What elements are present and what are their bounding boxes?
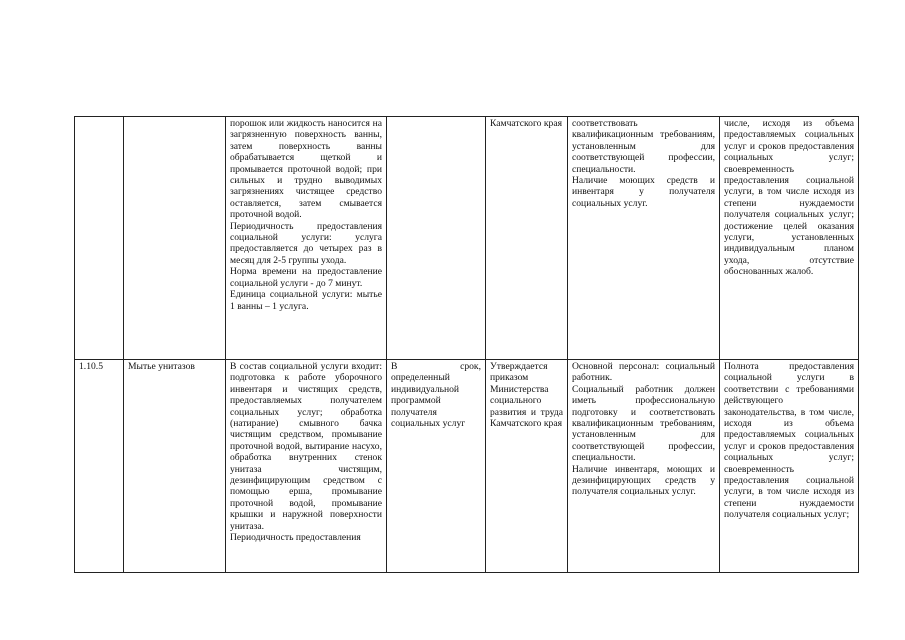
cell-service-content: В состав социальной услуги входит: подготовка к работе уборочного инвентаря и чистящих средств, предоставляемых получателем социальных услуг; обработка (натирание) смывного бачка чистящим средством, промывание проточной водой, вытирание насухо, обработка внутренних стенок унитаза чистящим, дезинфицирующим средством с помощью ерша, промывание проточной водой, промывание крышки и наружной поверхности унитаза. Периодичность предоставления — [226, 360, 387, 573]
cell-service-name — [124, 117, 226, 360]
cell-term — [387, 117, 486, 360]
cell-approval: Камчатского края — [486, 117, 568, 360]
cell-conditions: Основной персонал: социальный работник. Социальный работник должен иметь профессиональную подготовку и соответствовать квалификационным требованиям, установленным для соответствующей профессии, специальности. Наличие инвентаря, моющих и дезинфицирующих средств у получателя социальных услуг. — [568, 360, 720, 573]
cell-number: 1.10.5 — [75, 360, 124, 573]
cell-number — [75, 117, 124, 360]
cell-service-name: Мытье унитазов — [124, 360, 226, 573]
cell-criteria: Полнота предоставления социальной услуги в соответствии с требованиями действующего законодательства, в том числе, исходя из объема предоставляемых социальных услуг и сроков предоставления социальных услуг; своевременность предоставления социальной услуги, в том числе исходя из степени нуждаемости получателя социальных услуг; — [720, 360, 859, 573]
services-table — [74, 116, 859, 573]
cell-service-content: порошок или жидкость наносится на загрязненную поверхность ванны, затем поверхность ванны обрабатывается щеткой и промывается проточной водой; при сильных и трудно выводимых загрязнениях чистящее средство оставляется, затем смывается проточной водой. Периодичность предоставления социальной услуги: услуга предоставляется до четырех раз в месяц для 2-5 группы ухода. Норма времени на предоставление социальной услуги - до 7 минут. Единица социальной услуги: мытье 1 ванны – 1 услуга. — [226, 117, 387, 360]
table-row — [75, 360, 859, 573]
cell-conditions: соответствовать квалификационным требованиям, установленным для соответствующей профессии, специальности. Наличие моющих средств и инвентаря у получателя социальных услуг. — [568, 117, 720, 360]
cell-criteria: числе, исходя из объема предоставляемых социальных услуг и сроков предоставления социальных услуг; своевременность предоставления социальной услуги, в том числе исходя из степени нуждаемости получателя социальных услуг; достижение целей оказания услуги, установленных индивидуальным планом ухода, отсутствие обоснованных жалоб. — [720, 117, 859, 360]
cell-term: В срок, определенный индивидуальной программой получателя социальных услуг — [387, 360, 486, 573]
cell-approval: Утверждается приказом Министерства социального развития и труда Камчатского края — [486, 360, 568, 573]
table-row — [75, 117, 859, 360]
